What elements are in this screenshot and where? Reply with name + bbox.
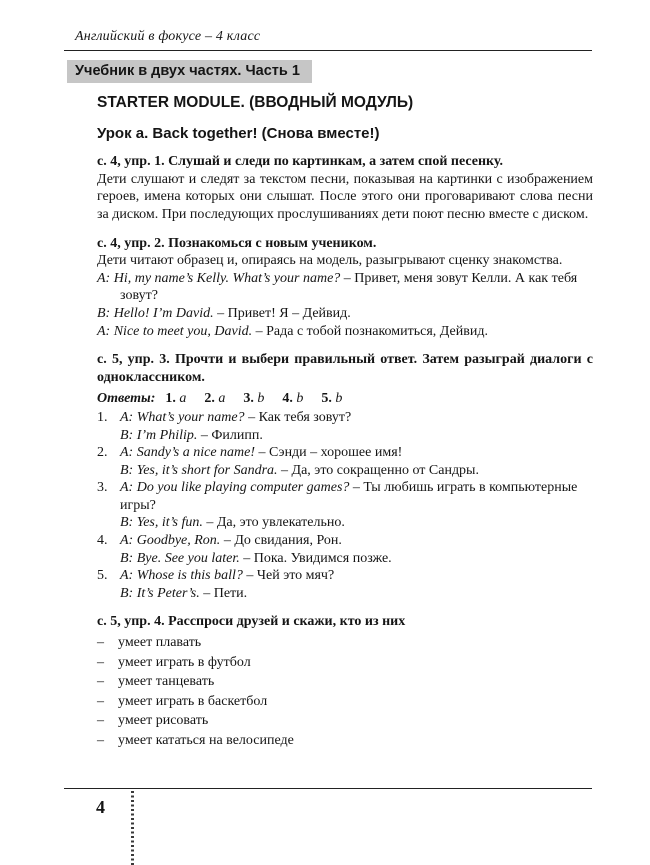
item-number: 4. xyxy=(97,533,108,549)
exercise-4-title: с. 5, упр. 4. Расспроси друзей и скажи, кто из них xyxy=(97,614,406,630)
list-item xyxy=(97,692,593,712)
answer-letter: a xyxy=(218,391,226,407)
dialog-a-line xyxy=(97,409,593,427)
list-item-text: умеет кататься на велосипеде xyxy=(118,732,294,748)
dialog-english: A: Sandy’s a nice name! xyxy=(120,445,256,461)
dialog-b-line xyxy=(97,514,593,532)
list-dash: – xyxy=(97,654,104,670)
list-item-text: умеет рисовать xyxy=(118,713,209,729)
answer-item xyxy=(321,391,342,406)
dialog-line xyxy=(97,323,593,341)
item-number: 1. xyxy=(97,409,108,425)
answer-item xyxy=(282,391,303,406)
item-number: 2. xyxy=(97,445,108,461)
binding-dots-decoration xyxy=(131,791,134,865)
module-heading: STARTER MODULE. (ВВОДНЫЙ МОДУЛЬ) xyxy=(97,94,414,111)
dialog-english: A: What’s your name? xyxy=(120,409,245,425)
dialog-english: B: It’s Peter’s. xyxy=(120,585,200,601)
dialog-a-line xyxy=(97,567,593,585)
dialog-b-line xyxy=(97,550,593,568)
dialog-russian: – Рада с тобой познакомиться, Дейвид. xyxy=(255,323,488,339)
exercise-2-title: с. 4, упр. 2. Познакомься с новым учеником. xyxy=(97,235,377,251)
dialog-russian: – Ты любишь играть в компьютерные игры? xyxy=(120,480,578,513)
dialog-a-line xyxy=(97,444,593,462)
exercise-2-dialog xyxy=(97,270,593,340)
dialog-russian: – Да, это увлекательно. xyxy=(206,515,345,531)
list-item xyxy=(97,633,593,653)
dialog-a-line xyxy=(97,532,593,550)
dialog-english: B: I’m Philip. xyxy=(120,427,198,443)
list-item-text: умеет играть в футбол xyxy=(118,654,251,670)
answer-number: 4. xyxy=(282,391,293,407)
answer-letter: b xyxy=(296,391,304,407)
dialog-english: A: Goodbye, Ron. xyxy=(120,533,221,549)
list-item-text: умеет играть в баскетбол xyxy=(118,693,268,709)
answer-number: 2. xyxy=(204,391,215,407)
dialog-english: A: Nice to meet you, David. xyxy=(97,323,253,339)
dialog-b-line xyxy=(97,585,593,603)
list-dash: – xyxy=(97,732,104,748)
dialog-item xyxy=(97,444,593,479)
dialog-russian: – Сэнди – хорошее имя! xyxy=(258,445,403,461)
answer-letter: b xyxy=(257,391,265,407)
exercise-2-text: Дети читают образец и, опираясь на модель, разыгрывают сценку знакомства. xyxy=(97,253,563,269)
list-item xyxy=(97,731,593,751)
dialog-russian: – Пока. Увидимся позже. xyxy=(243,550,392,566)
dialog-b-line xyxy=(97,462,593,480)
list-item-text: умеет танцевать xyxy=(118,674,215,690)
answer-number: 5. xyxy=(321,391,332,407)
item-number: 3. xyxy=(97,480,108,496)
dialog-russian: – Пети. xyxy=(203,585,248,601)
dialog-item xyxy=(97,567,593,602)
exercise-3-dialog-list xyxy=(97,409,593,603)
dialog-line xyxy=(97,270,593,305)
dialog-russian: – Филипп. xyxy=(200,427,263,443)
dialog-line xyxy=(97,305,593,323)
page-content xyxy=(97,90,593,750)
running-header-title: Английский в фокусе – 4 класс xyxy=(75,29,261,44)
exercise-1-text: Дети слушают и следят за текстом песни, показывая на картинки с изображением героев, имена которых они слышат. После этого они проговаривают слова песни за диском. При последующих прослушиваниях дети поют песню вместе с диском. xyxy=(97,171,593,222)
dialog-english: A: Hi, my name’s Kelly. What’s your name? xyxy=(97,270,341,286)
dialog-russian: – Привет! Я – Дейвид. xyxy=(217,305,351,321)
answer-number: 3. xyxy=(243,391,254,407)
answer-number: 1. xyxy=(165,391,176,407)
dialog-english: B: Yes, it’s short for Sandra. xyxy=(120,462,278,478)
answer-item xyxy=(165,391,186,406)
footer-rule xyxy=(64,788,592,789)
answers-line xyxy=(97,390,593,408)
dialog-english: B: Hello! I’m David. xyxy=(97,305,214,321)
dialog-english: A: Whose is this ball? xyxy=(120,568,243,584)
dialog-english: B: Yes, it’s fun. xyxy=(120,515,203,531)
dialog-russian: – Да, это сокращенно от Сандры. xyxy=(281,462,479,478)
list-dash: – xyxy=(97,713,104,729)
exercise-3-title: с. 5, упр. 3. Прочти и выбери правильный ответ. Затем разыграй диалоги с одноклассником. xyxy=(97,352,593,385)
skill-list xyxy=(97,633,593,750)
answers-label: Ответы: xyxy=(97,391,156,407)
dialog-item xyxy=(97,479,593,532)
list-item xyxy=(97,653,593,673)
dialog-english: B: Bye. See you later. xyxy=(120,550,240,566)
dialog-english: A: Do you like playing computer games? xyxy=(120,480,350,496)
item-number: 5. xyxy=(97,568,108,584)
list-dash: – xyxy=(97,635,104,651)
page-number: 4 xyxy=(96,797,105,817)
list-item-text: умеет плавать xyxy=(118,635,202,651)
edition-label: Учебник в двух частях. Часть 1 xyxy=(67,60,312,83)
dialog-russian: – Как тебя зовут? xyxy=(248,409,352,425)
answer-letter: b xyxy=(335,391,343,407)
dialog-russian: – Привет, меня зовут Келли. А как тебя зовут? xyxy=(120,270,578,304)
header-rule xyxy=(64,50,592,51)
answer-item xyxy=(204,391,225,406)
list-dash: – xyxy=(97,674,104,690)
list-item xyxy=(97,711,593,731)
dialog-item xyxy=(97,409,593,444)
dialog-russian: – Чей это мяч? xyxy=(246,568,335,584)
dialog-a-line xyxy=(97,479,593,514)
answer-item xyxy=(243,391,264,406)
answer-letter: a xyxy=(179,391,187,407)
list-item xyxy=(97,672,593,692)
dialog-russian: – До свидания, Рон. xyxy=(223,533,342,549)
dialog-item xyxy=(97,532,593,567)
exercise-1-title: с. 4, упр. 1. Слушай и следи по картинкам, а затем спой песенку. xyxy=(97,154,503,170)
lesson-heading: Урок a. Back together! (Снова вместе!) xyxy=(97,124,380,142)
list-dash: – xyxy=(97,693,104,709)
dialog-b-line xyxy=(97,427,593,445)
